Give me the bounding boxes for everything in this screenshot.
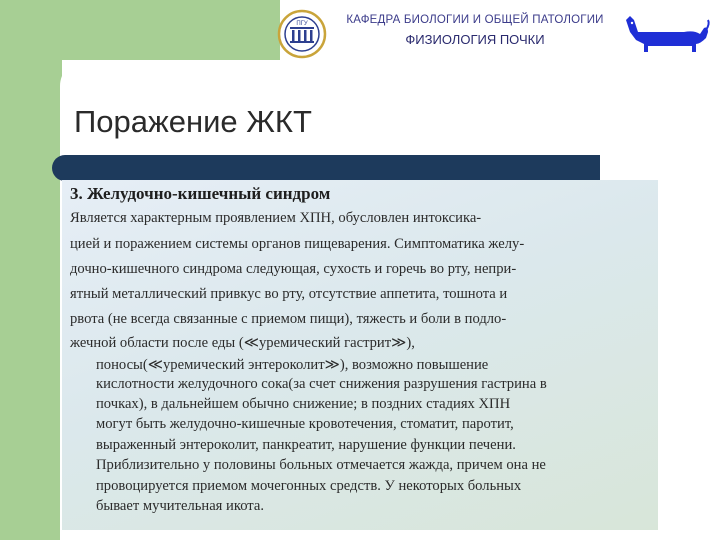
section-heading: 3. Желудочно-кишечный синдром <box>70 184 331 203</box>
title-divider-bar <box>52 155 600 181</box>
green-header-band <box>0 0 280 60</box>
text-line: цией и поражением системы органов пищеварения. Симптоматика желу- <box>70 236 525 252</box>
department-name: КАФЕДРА БИОЛОГИИ И ОБЩЕЙ ПАТОЛОГИИ <box>346 14 604 26</box>
slide-title: Поражение ЖКТ <box>74 104 312 139</box>
logo-text: ПГУ <box>296 21 308 27</box>
text-line: могут быть желудочно-кишечные кровотечения, стоматит, паротит, <box>96 416 514 432</box>
university-logo-icon <box>277 9 327 59</box>
text-line: ятный металлический привкус во рту, отсутствие аппетита, тошнота и <box>70 286 508 302</box>
text-line: почках), в дальнейшем обычно снижение; в поздних стадиях ХПН <box>96 396 511 412</box>
subject-name: ФИЗИОЛОГИЯ ПОЧКИ <box>405 32 545 47</box>
text-line: Является характерным проявлением ХПН, обусловлен интоксика- <box>70 210 482 226</box>
text-line: поносы(≪уремический энтероколит≫), возможно повышение <box>96 357 489 373</box>
text-line: выраженный энтероколит, панкреатит, нарушение функции печени. <box>96 437 516 453</box>
text-line: рвота (не всегда связанные с приемом пищи), тяжесть и боли в подло- <box>70 311 507 327</box>
text-line: Приблизительно у половины больных отмечается жажда, причем она не <box>96 457 546 473</box>
dachshund-icon <box>620 10 712 60</box>
text-line: жечной области после еды (≪уремический гастрит≫), <box>70 335 415 351</box>
text-line: дочно-кишечного синдрома следующая, сухость и горечь во рту, непри- <box>70 261 517 277</box>
green-sidebar <box>0 0 62 540</box>
text-line: бывает мучительная икота. <box>96 498 264 514</box>
text-line: кислотности желудочного сока(за счет снижения разрушения гастрина в <box>96 376 547 392</box>
text-line: провоцируется приемом мочегонных средств. У некоторых больных <box>96 478 522 494</box>
